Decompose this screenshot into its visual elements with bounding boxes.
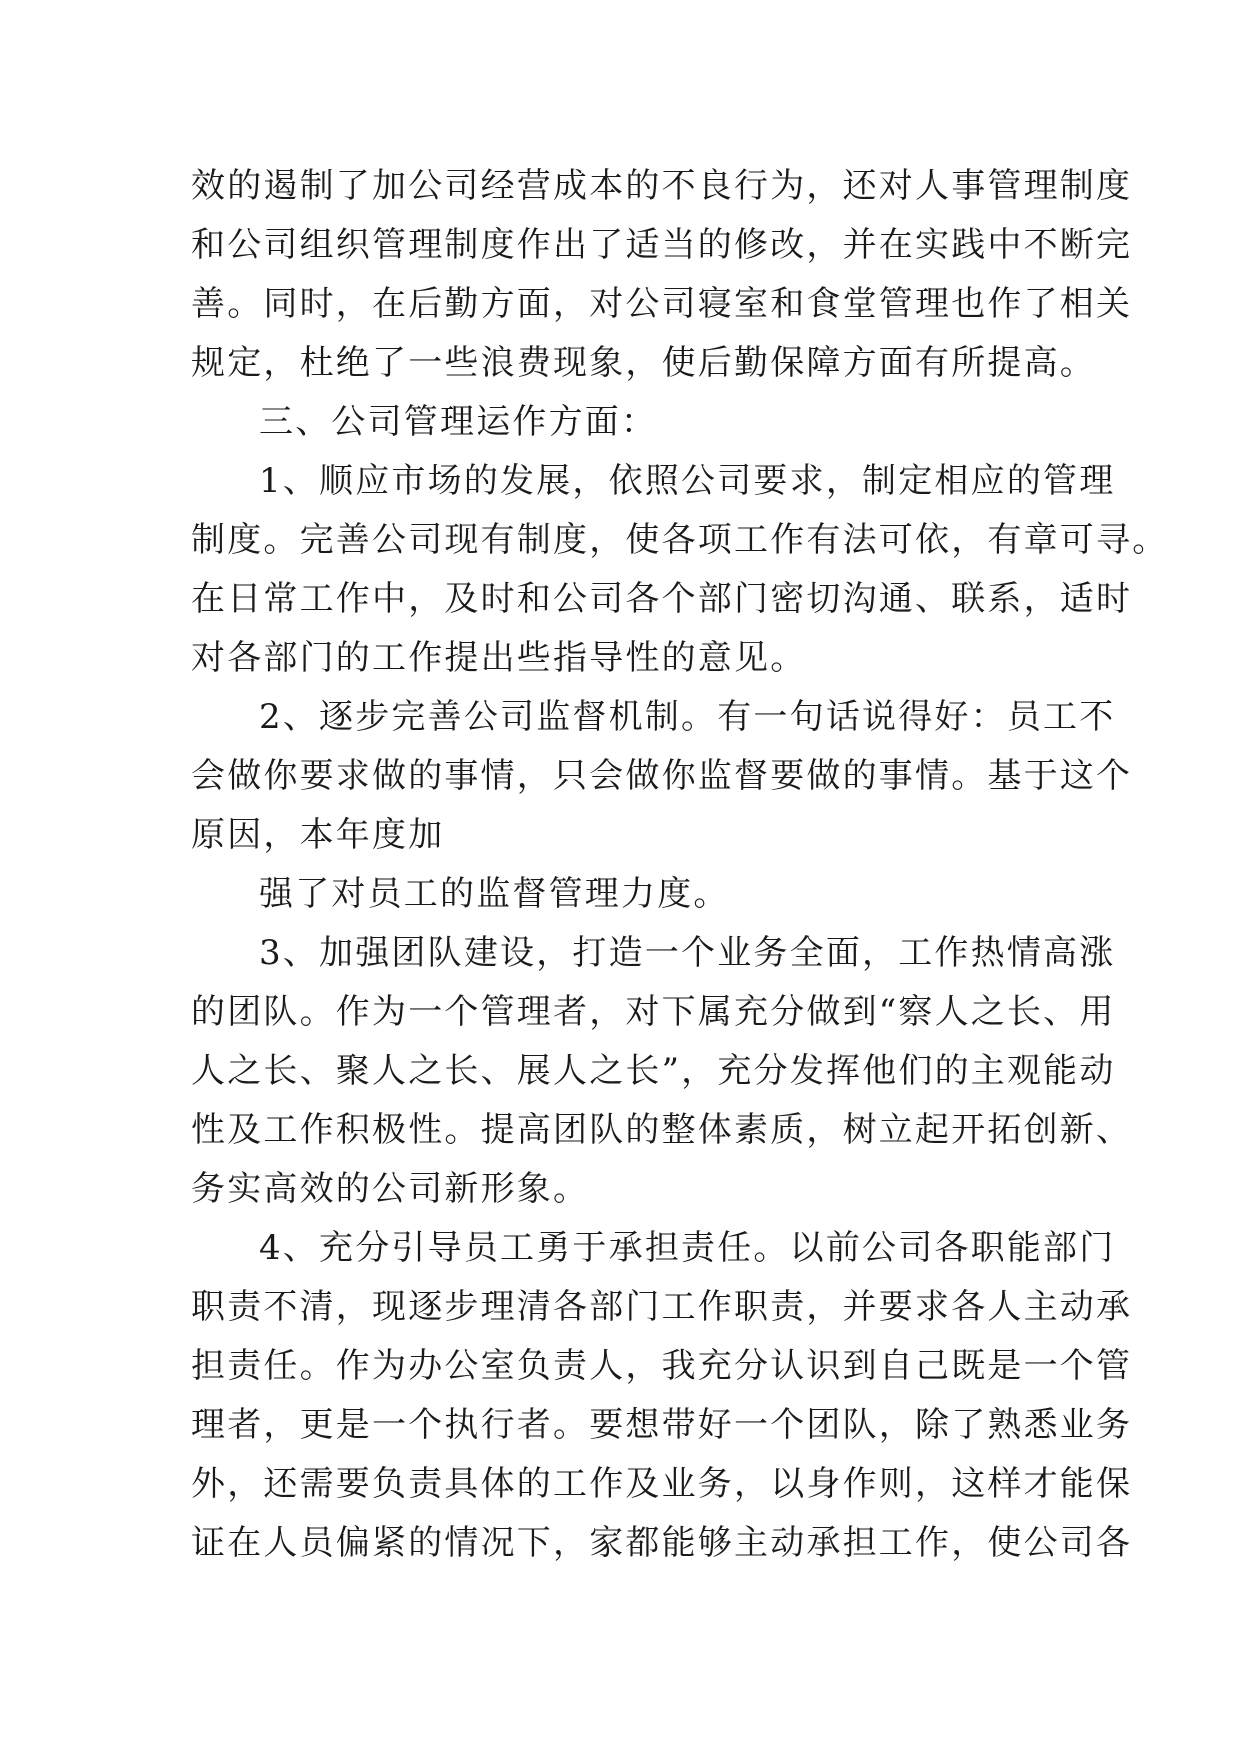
text-line: 理者，更是一个执行者。要想带好一个团队，除了熟悉业务 bbox=[191, 1405, 1133, 1445]
body-text bbox=[191, 157, 1169, 1573]
text-line: 善。同时，在后勤方面，对公司寝室和食堂管理也作了相关 bbox=[191, 284, 1133, 324]
text-line: 效的遏制了加公司经营成本的不良行为，还对人事管理制度 bbox=[191, 166, 1133, 206]
text-line: 4、充分引导员工勇于承担责任。以前公司各职能部门 bbox=[259, 1228, 1116, 1268]
text-line: 强了对员工的监督管理力度。 bbox=[259, 874, 730, 914]
text-line: 的团队。作为一个管理者，对下属充分做到“察人之长、用 bbox=[191, 992, 1116, 1032]
text-line: 职责不清，现逐步理清各部门工作职责，并要求各人主动承 bbox=[191, 1287, 1133, 1327]
text-line: 性及工作积极性。提高团队的整体素质，树立起开拓创新、 bbox=[191, 1110, 1133, 1150]
text-line: 证在人员偏紧的情况下，家都能够主动承担工作，使公司各 bbox=[191, 1523, 1133, 1563]
section-heading: 三、公司管理运作方面： bbox=[259, 402, 658, 442]
text-line: 3、加强团队建设，打造一个业务全面，工作热情高涨 bbox=[259, 933, 1116, 973]
text-line: 规定，杜绝了一些浪费现象，使后勤保障方面有所提高。 bbox=[191, 343, 1096, 383]
text-line: 和公司组织管理制度作出了适当的修改，并在实践中不断完 bbox=[191, 225, 1133, 265]
text-line: 1、顺应市场的发展，依照公司要求，制定相应的管理 bbox=[259, 461, 1116, 501]
text-line: 对各部门的工作提出些指导性的意见。 bbox=[191, 638, 807, 678]
text-line: 外，还需要负责具体的工作及业务，以身作则，这样才能保 bbox=[191, 1464, 1133, 1504]
text-line: 人之长、聚人之长、展人之长”，充分发挥他们的主观能动 bbox=[191, 1051, 1116, 1091]
text-line: 2、逐步完善公司监督机制。有一句话说得好：员工不 bbox=[259, 697, 1116, 737]
text-line: 原因，本年度加 bbox=[191, 815, 445, 855]
text-line: 制度。完善公司现有制度，使各项工作有法可依，有章可寻。 bbox=[191, 520, 1169, 560]
text-line: 务实高效的公司新形象。 bbox=[191, 1169, 590, 1209]
text-line: 会做你要求做的事情，只会做你监督要做的事情。基于这个 bbox=[191, 756, 1133, 796]
text-line: 在日常工作中，及时和公司各个部门密切沟通、联系，适时 bbox=[191, 579, 1133, 619]
text-line: 担责任。作为办公室负责人，我充分认识到自己既是一个管 bbox=[191, 1346, 1133, 1386]
